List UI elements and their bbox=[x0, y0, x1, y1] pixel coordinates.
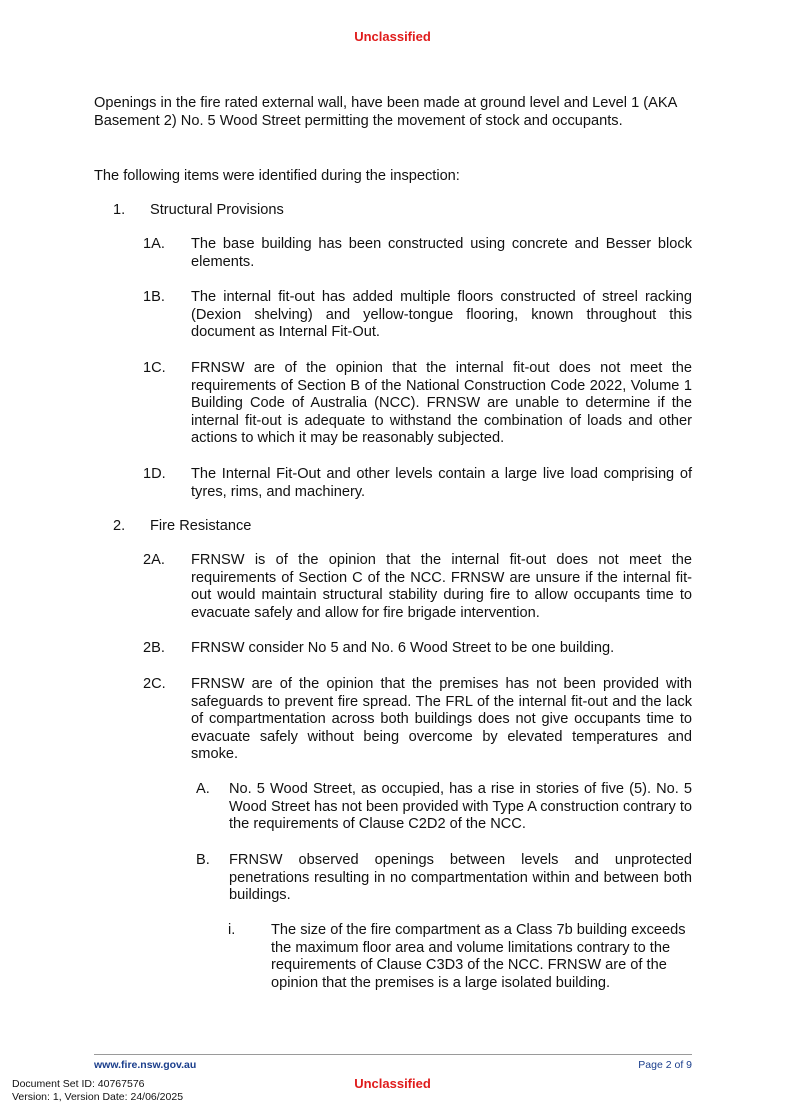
subitem-text: FRNSW observed openings between levels and unprotected penetrations resulting in no compartmentation within and between both buildings. bbox=[229, 852, 692, 904]
subitem-text: No. 5 Wood Street, as occupied, has a rise in stories of five (5). No. 5 Wood Street has not been provided with Type A construction contrary to the requirements of Clause C2D2 of the NCC. bbox=[229, 781, 692, 833]
item-label: 1A. bbox=[143, 236, 165, 252]
item-text: FRNSW are of the opinion that the internal fit-out does not meet the requirements of Section B of the National Construction Code 2022, Volume 1 Building Code of Australia (NCC). FRNSW are unable to determine if the internal fit-out is adequate to withstand the combination of loads and other actions to which it may be reasonably subjected. bbox=[191, 360, 692, 447]
item-label: 2B. bbox=[143, 640, 165, 656]
section-title: Structural Provisions bbox=[150, 202, 284, 218]
item-label: 2C. bbox=[143, 676, 166, 692]
page-number: Page 2 of 9 bbox=[638, 1059, 692, 1071]
intro-lead-in: The following items were identified during the inspection: bbox=[94, 168, 460, 184]
subitem-label: A. bbox=[196, 781, 210, 797]
section-number: 2. bbox=[113, 518, 126, 534]
item-text: The Internal Fit-Out and other levels contain a large live load comprising of tyres, rims, and machinery. bbox=[191, 466, 692, 500]
header-classification: Unclassified bbox=[354, 29, 431, 44]
section-number: 1. bbox=[113, 202, 126, 218]
item-label: 1B. bbox=[143, 289, 165, 305]
document-version: Version: 1, Version Date: 24/06/2025 bbox=[12, 1091, 184, 1103]
item-text: The base building has been constructed using concrete and Besser block elements. bbox=[191, 236, 692, 270]
footer-classification: Unclassified bbox=[354, 1076, 431, 1091]
item-text: The internal fit-out has added multiple floors constructed of streel racking (Dexion shelving) and yellow-tongue flooring, known throughout this document as Internal Fit-Out. bbox=[191, 289, 692, 341]
footer-url: www.fire.nsw.gov.au bbox=[94, 1059, 197, 1071]
item-label: 1C. bbox=[143, 360, 166, 376]
roman-item-label: i. bbox=[228, 922, 236, 938]
item-text: FRNSW is of the opinion that the internal fit-out does not meet the requirements of Section C of the NCC. FRNSW are unsure if the internal fit-out would maintain structural stability during fire to allow occupants time to evacuate safely and allow for fire brigade intervention. bbox=[191, 552, 692, 621]
subitem-label: B. bbox=[196, 852, 210, 868]
item-label: 1D. bbox=[143, 466, 166, 482]
roman-item-text: The size of the fire compartment as a Class 7b building exceeds the maximum floor area and volume limitations contrary to the requirements of Clause C3D3 of the NCC. FRNSW are of the opinion that the premises is a large isolated building. bbox=[271, 922, 686, 991]
item-text: FRNSW consider No 5 and No. 6 Wood Street to be one building. bbox=[191, 640, 615, 656]
document-set-id: Document Set ID: 40767576 bbox=[12, 1078, 145, 1090]
section-title: Fire Resistance bbox=[150, 518, 252, 534]
footer-divider bbox=[94, 1054, 692, 1055]
item-label: 2A. bbox=[143, 552, 165, 568]
item-text: FRNSW are of the opinion that the premises has not been provided with safeguards to prevent fire spread. The FRL of the internal fit-out and the lack of compartmentation across both buildings does not give occupants time to evacuate safely without being overcome by elevated temperatures and smoke. bbox=[191, 676, 692, 763]
intro-paragraph: Openings in the fire rated external wall, have been made at ground level and Level 1 (AKA Basement 2) No. 5 Wood Street permitting the movement of stock and occupants. bbox=[94, 95, 677, 129]
